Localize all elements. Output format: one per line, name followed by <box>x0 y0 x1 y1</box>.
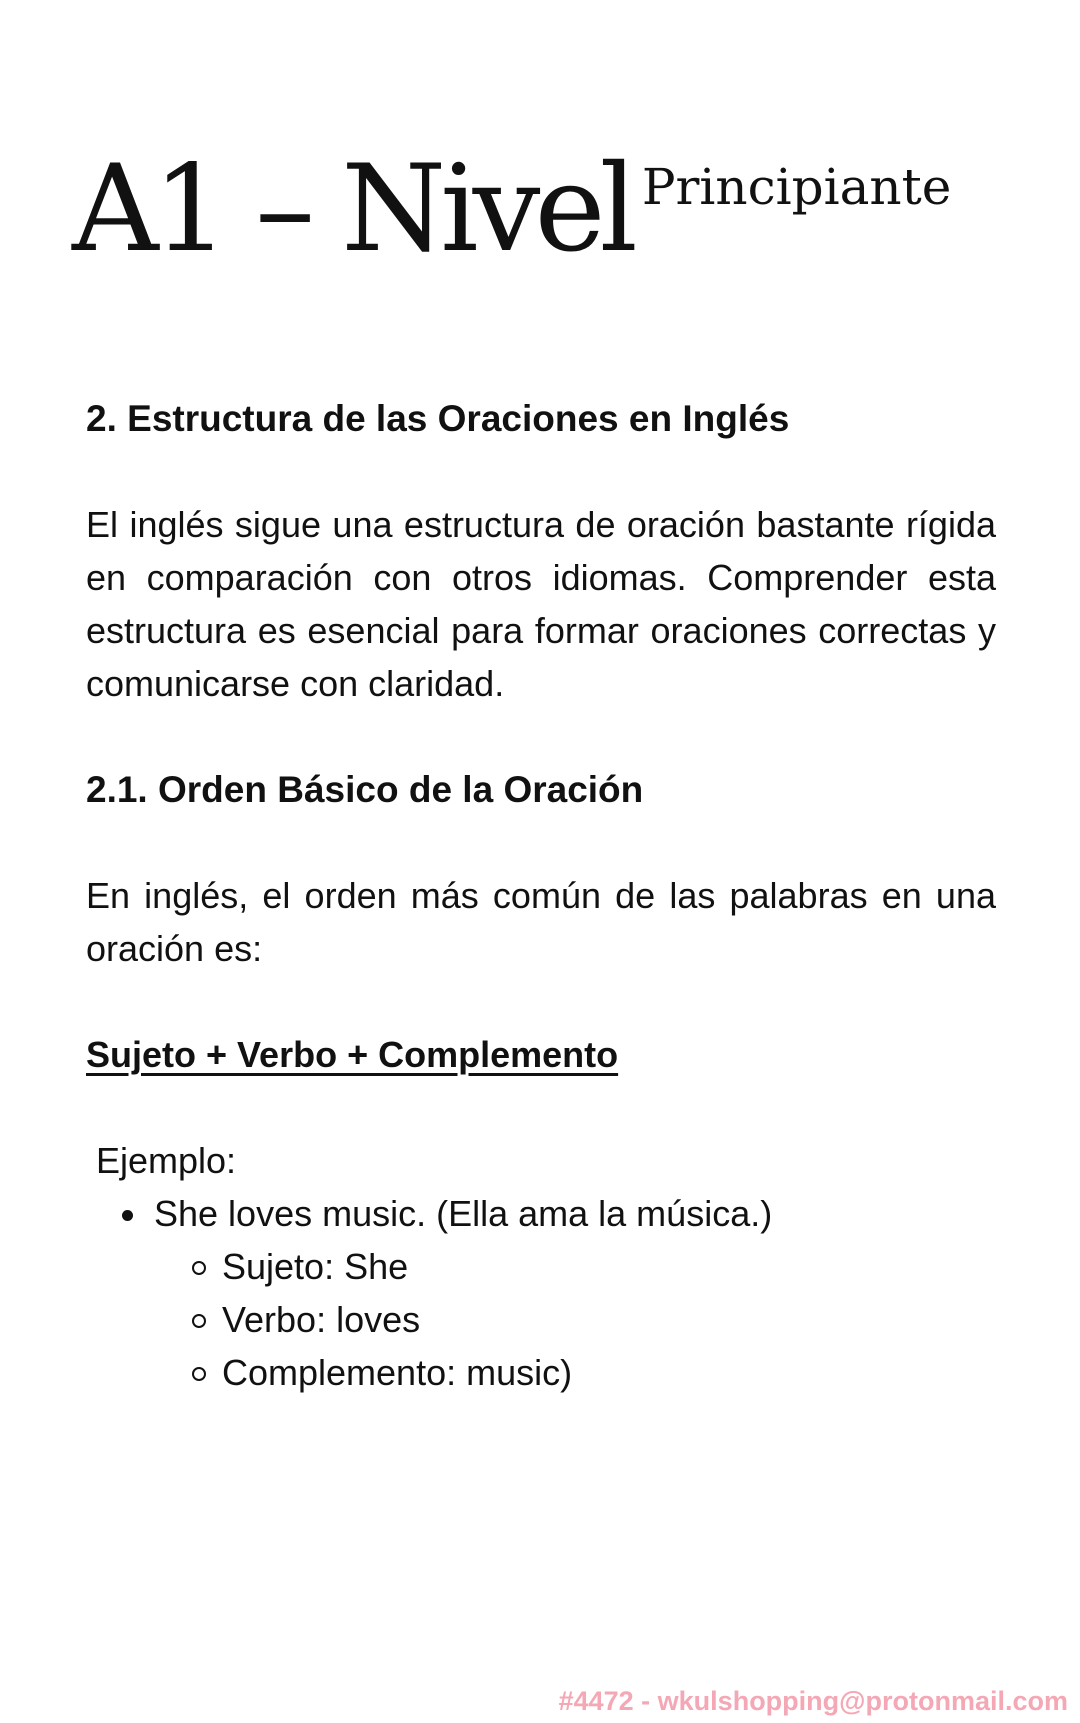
circle-bullet-icon <box>192 1314 206 1328</box>
example-sentence: She loves music. (Ella ama la música.) <box>154 1193 773 1234</box>
title-subtitle: Principiante <box>641 158 952 216</box>
example-breakdown-list <box>86 1240 996 1399</box>
subsection-heading: 2.1. Orden Básico de la Oración <box>86 769 644 810</box>
breakdown-verb: Verbo: loves <box>222 1299 421 1340</box>
list-item <box>86 1293 996 1346</box>
page-title <box>72 140 952 280</box>
section-heading: 2. Estructura de las Oraciones en Inglés <box>86 398 790 439</box>
circle-bullet-icon <box>192 1367 206 1381</box>
example-label: Ejemplo: <box>96 1140 237 1181</box>
example-list <box>86 1187 996 1240</box>
breakdown-subject: Sujeto: She <box>222 1246 409 1287</box>
section-intro-paragraph: El inglés sigue una estructura de oración bastante rígida en comparación con otros idiomas. Comprender esta estructura es esencial para formar oraciones correctas y comunicarse con claridad. <box>86 504 996 704</box>
list-item <box>86 1240 996 1293</box>
sentence-formula: Sujeto + Verbo + Complemento <box>86 1034 619 1075</box>
watermark: #4472 - wkulshopping@protonmail.com <box>558 1686 1068 1716</box>
circle-bullet-icon <box>192 1261 206 1275</box>
bullet-icon <box>122 1210 133 1221</box>
title-main: A1 – Nivel <box>72 140 632 279</box>
list-item <box>86 1187 996 1240</box>
list-item <box>86 1346 996 1399</box>
breakdown-complement: Complemento: music) <box>222 1352 573 1393</box>
document-body <box>86 392 996 1399</box>
subsection-paragraph: En inglés, el orden más común de las palabras en una oración es: <box>86 875 996 969</box>
